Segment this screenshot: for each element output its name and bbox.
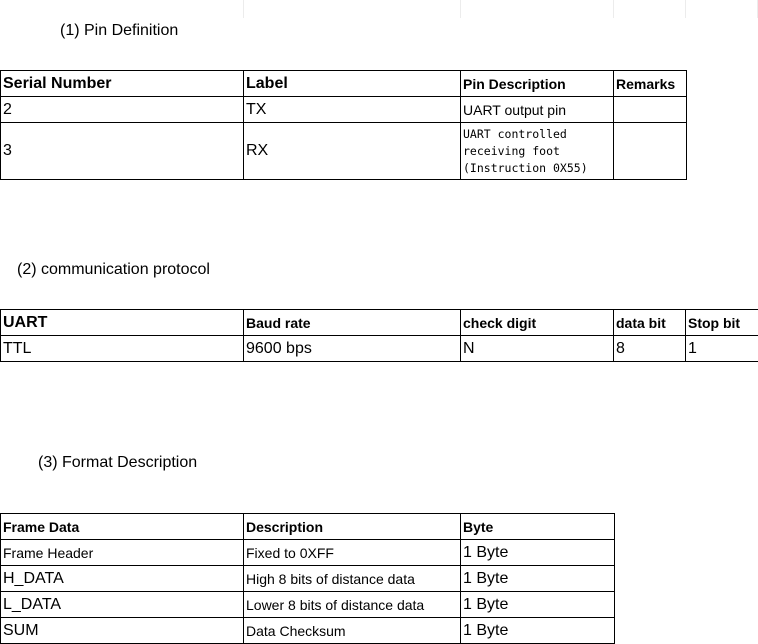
- table-cell: 2: [1, 97, 244, 123]
- communication-protocol-table: [0, 309, 758, 362]
- table-header-row: [1, 514, 615, 540]
- table-cell: 1 Byte: [461, 618, 615, 644]
- column-header: Pin Description: [461, 71, 614, 97]
- table-cell: UART output pin: [461, 97, 614, 123]
- pin-definition-table: [0, 70, 687, 180]
- column-header: check digit: [461, 310, 614, 336]
- table-cell: Data Checksum: [244, 618, 461, 644]
- table-cell: 1: [686, 336, 758, 362]
- table-cell: Fixed to 0XFF: [244, 540, 461, 566]
- table-cell: N: [461, 336, 614, 362]
- column-header: Remarks: [614, 71, 687, 97]
- table-cell: H_DATA: [1, 566, 244, 592]
- column-header: Label: [244, 71, 461, 97]
- table-cell: [614, 97, 687, 123]
- table-row: [1, 336, 758, 362]
- table-row: [1, 97, 687, 123]
- section-heading-pin-definition: (1) Pin Definition: [60, 22, 179, 39]
- column-header: UART: [1, 310, 244, 336]
- table-row: [1, 618, 615, 644]
- table-cell: TX: [244, 97, 461, 123]
- table-header-row: [1, 71, 687, 97]
- table-cell: RX: [244, 123, 461, 180]
- table-cell: Lower 8 bits of distance data: [244, 592, 461, 618]
- column-header: Stop bit: [686, 310, 758, 336]
- table-cell: 1 Byte: [461, 566, 615, 592]
- background-gridlines: [0, 0, 758, 18]
- table-cell: SUM: [1, 618, 244, 644]
- table-row: [1, 566, 615, 592]
- table-cell: Frame Header: [1, 540, 244, 566]
- column-header: Description: [244, 514, 461, 540]
- description-line: (Instruction 0X55): [463, 160, 588, 175]
- table-cell: L_DATA: [1, 592, 244, 618]
- column-header: Baud rate: [244, 310, 461, 336]
- format-description-table: [0, 513, 615, 644]
- column-header: Frame Data: [1, 514, 244, 540]
- section-heading-format-description: (3) Format Description: [38, 454, 198, 471]
- table-cell: 9600 bps: [244, 336, 461, 362]
- table-cell: 3: [1, 123, 244, 180]
- table-cell: 1 Byte: [461, 592, 615, 618]
- table-cell: TTL: [1, 336, 244, 362]
- description-line: receiving foot: [463, 143, 560, 158]
- column-header: data bit: [614, 310, 686, 336]
- description-line: UART controlled: [463, 126, 567, 141]
- table-header-row: [1, 310, 758, 336]
- table-cell: [614, 123, 687, 180]
- table-row: [1, 123, 687, 180]
- section-heading-communication-protocol: (2) communication protocol: [17, 261, 210, 278]
- table-cell: High 8 bits of distance data: [244, 566, 461, 592]
- table-row: [1, 540, 615, 566]
- table-row: [1, 592, 615, 618]
- column-header: Serial Number: [1, 71, 244, 97]
- column-header: Byte: [461, 514, 615, 540]
- table-cell: 1 Byte: [461, 540, 615, 566]
- rx-pin-description: [461, 123, 614, 180]
- table-cell: 8: [614, 336, 686, 362]
